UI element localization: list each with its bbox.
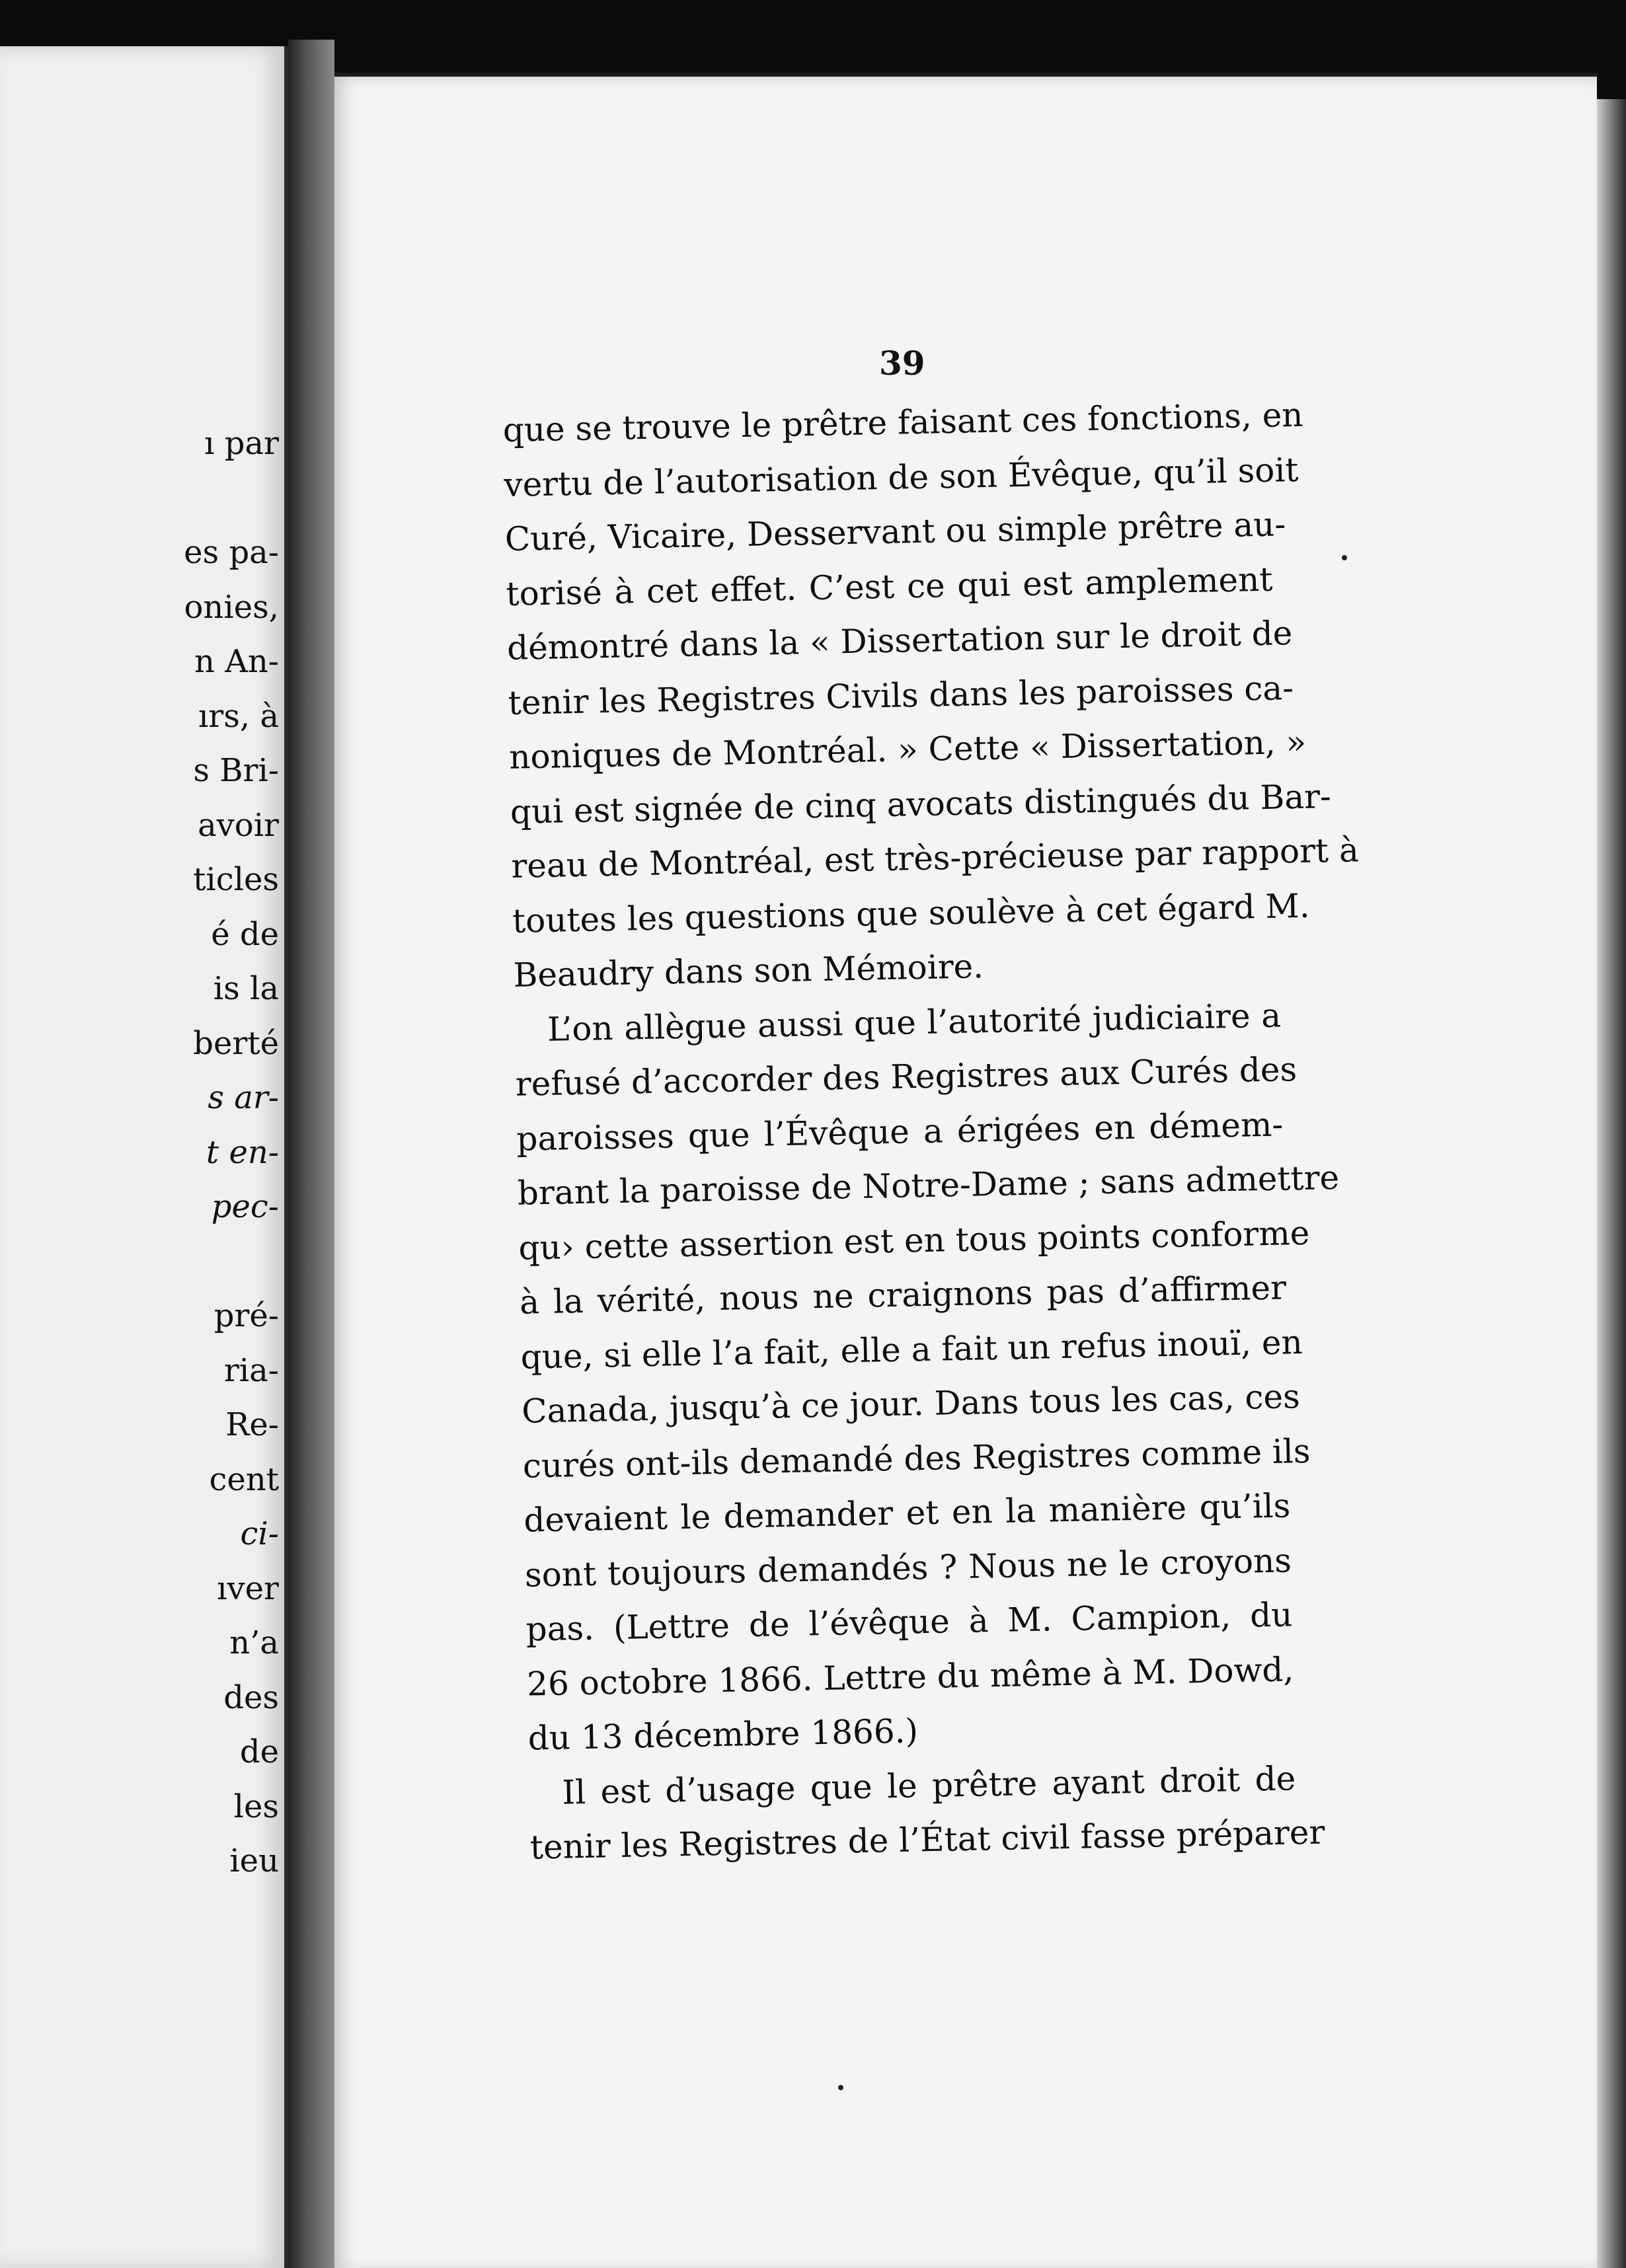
left-fragment: pré- — [213, 1297, 279, 1334]
text-line: torisé à cet effet. C’est ce qui est amplement — [505, 560, 1273, 613]
page-edge-shadow — [1597, 99, 1626, 2268]
text-line: tenir les Registres Civils dans les paroisses ca- — [508, 668, 1294, 722]
text-line: noniques de Montréal. » Cette « Dissertation, » — [508, 722, 1307, 776]
body-text — [502, 389, 1360, 1875]
left-fragment: ieu — [229, 1842, 279, 1879]
text-line: reau de Montréal, est très-précieuse par rapport à — [510, 831, 1360, 886]
text-line: qui est signée de cinq avocats distingués du Bar- — [510, 776, 1332, 831]
text-line: Canada, jusqu’à ce jour. Dans tous les cas, ces — [521, 1377, 1301, 1431]
text-line: démontré dans la « Dissertation sur le droit de — [506, 614, 1293, 667]
left-fragment: ticles — [193, 861, 279, 898]
page-number: 39 — [879, 344, 925, 383]
left-fragment: de — [239, 1733, 279, 1770]
text-line: que se trouve le prêtre faisant ces fonctions, en — [502, 395, 1303, 449]
text-line: L’on allègue aussi que l’autorité judiciaire a — [547, 996, 1282, 1049]
left-page-text-fragments — [147, 416, 279, 1889]
left-fragment: t en- — [206, 1133, 279, 1171]
text-line: devaient le demander et en la manière qu’ils — [523, 1486, 1291, 1540]
text-line: pas. (Lettre de l’évêque à M. Campion, du — [525, 1595, 1293, 1649]
left-fragment: berté — [193, 1024, 279, 1062]
left-fragment: ci- — [240, 1515, 279, 1552]
left-fragment: ıver — [217, 1569, 279, 1607]
left-fragment: des — [223, 1679, 279, 1716]
left-fragment: onies, — [184, 588, 279, 626]
text-line: Il est d’usage que le prêtre ayant droit de — [561, 1758, 1296, 1812]
text-line: qu› cette assertion est en tous points conforme — [518, 1213, 1310, 1267]
left-facing-page — [0, 46, 288, 2268]
book-gutter — [288, 40, 334, 2268]
text-line: Beaudry dans son Mémoire. — [513, 947, 984, 995]
left-fragment: ria- — [223, 1351, 279, 1389]
left-fragment: avoir — [198, 806, 279, 844]
text-line: refusé d’accorder des Registres aux Curés des — [515, 1050, 1297, 1104]
left-fragment: ırs, à — [198, 697, 279, 735]
left-fragment: n An- — [194, 643, 279, 680]
text-line: curés ont-ils demandé des Registres comme ils — [522, 1431, 1311, 1486]
text-line: 26 octobre 1866. Lettre du même à M. Dowd, — [526, 1649, 1294, 1704]
left-fragment: Re- — [225, 1406, 279, 1443]
text-line: toutes les questions que soulève à cet égard M. — [512, 886, 1311, 940]
left-fragment: is la — [213, 970, 279, 1007]
text-line: paroisses que l’Évêque a érigées en démem- — [516, 1105, 1284, 1158]
left-fragment: n’a — [229, 1624, 279, 1661]
scan-speck — [838, 2085, 843, 2090]
left-fragment — [147, 1234, 279, 1289]
scan-speck — [1342, 555, 1347, 560]
text-line: du 13 décembre 1866.) — [527, 1712, 919, 1758]
text-line: brant la paroisse de Notre-Dame ; sans admettre — [517, 1158, 1340, 1213]
left-fragment: ı par — [204, 425, 279, 462]
left-fragment: les — [233, 1788, 279, 1825]
left-fragment: pec- — [211, 1188, 279, 1225]
text-line: sont toujours demandés ? Nous ne le croyons — [524, 1540, 1292, 1595]
left-fragment: s Bri- — [193, 752, 279, 789]
left-fragment: cent — [209, 1460, 279, 1498]
left-fragment: s ar- — [208, 1079, 279, 1116]
text-line: tenir les Registres de l’État civil fasse préparer — [529, 1813, 1325, 1867]
left-fragment: é de — [211, 915, 279, 953]
text-line: à la vérité, nous ne craignons pas d’affirmer — [519, 1268, 1287, 1322]
left-fragment — [147, 471, 279, 526]
text-line: vertu de l’autorisation de son Évêque, qu’il soit — [503, 450, 1299, 504]
left-fragment: es pa- — [184, 534, 279, 571]
text-line: Curé, Vicaire, Desservant ou simple prêtre au- — [504, 505, 1286, 558]
text-line: que, si elle l’a fait, elle a fait un refus inouï, en — [520, 1322, 1303, 1377]
